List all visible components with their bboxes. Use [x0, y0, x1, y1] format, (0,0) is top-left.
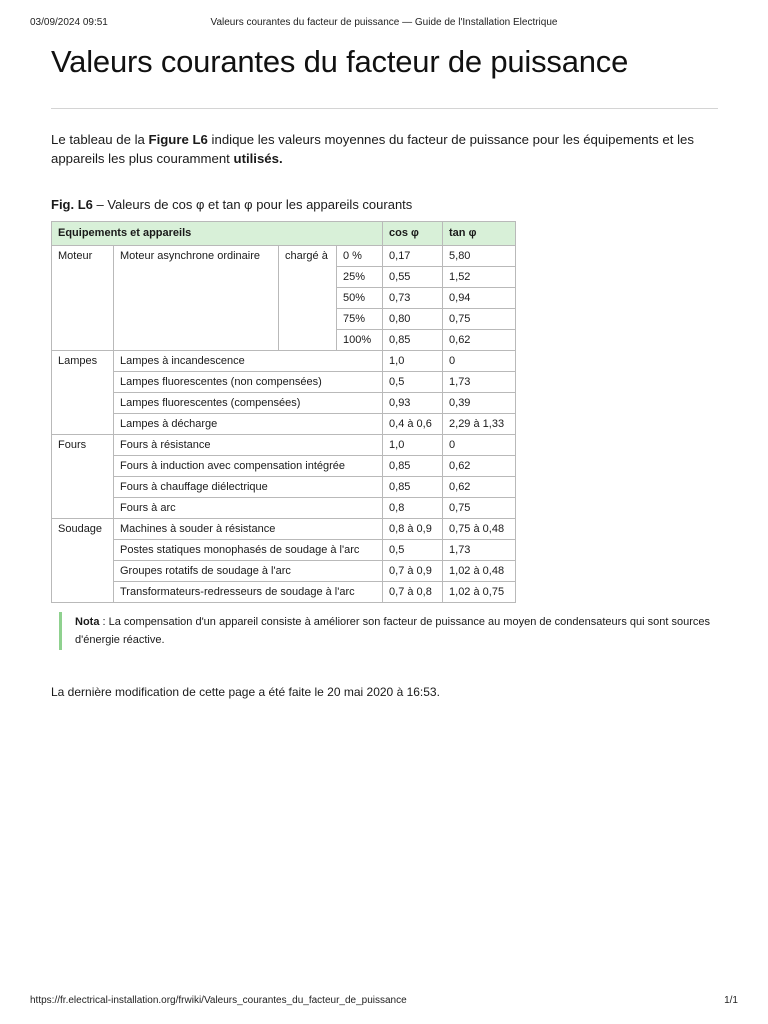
cos-cell: 0,55: [383, 267, 443, 288]
figure-caption-text: – Valeurs de cos φ et tan φ pour les appareils courants: [92, 197, 413, 212]
cos-cell: 1,0: [383, 351, 443, 372]
title-divider: [51, 108, 718, 109]
device-cell: Groupes rotatifs de soudage à l'arc: [114, 561, 383, 582]
device-cell: Lampes fluorescentes (non compensées): [114, 372, 383, 393]
table-row: [52, 393, 516, 414]
cos-cell: 0,80: [383, 309, 443, 330]
load-cell: 100%: [337, 330, 383, 351]
header-tan-phi: tan φ: [443, 222, 516, 246]
table-row: [52, 540, 516, 561]
tan-cell: 0,75 à 0,48: [443, 519, 516, 540]
table-row: [52, 561, 516, 582]
group-cell-lampes: Lampes: [52, 351, 114, 435]
cos-cell: 1,0: [383, 435, 443, 456]
tan-cell: 5,80: [443, 246, 516, 267]
tan-cell: 2,29 à 1,33: [443, 414, 516, 435]
tan-cell: 1,73: [443, 540, 516, 561]
group-cell-fours: Fours: [52, 435, 114, 519]
device-cell: Fours à résistance: [114, 435, 383, 456]
charge-label-cell: chargé à: [279, 246, 337, 351]
cos-cell: 0,8: [383, 498, 443, 519]
device-cell: Fours à arc: [114, 498, 383, 519]
tan-cell: 0,62: [443, 330, 516, 351]
tan-cell: 1,52: [443, 267, 516, 288]
page-url: https://fr.electrical-installation.org/frwiki/Valeurs_courantes_du_facteur_de_puissance: [30, 995, 407, 1006]
figure-reference-link[interactable]: Figure L6: [148, 132, 208, 147]
load-cell: 50%: [337, 288, 383, 309]
load-cell: 0 %: [337, 246, 383, 267]
tan-cell: 0,75: [443, 309, 516, 330]
table-row: [52, 519, 516, 540]
table-header-row: [52, 222, 516, 246]
tan-cell: 0,62: [443, 456, 516, 477]
table-row: [52, 477, 516, 498]
page-title: Valeurs courantes du facteur de puissance: [51, 44, 629, 79]
print-datetime: 03/09/2024 09:51: [30, 17, 108, 28]
page-count: 1/1: [724, 995, 738, 1006]
device-cell: Postes statiques monophasés de soudage à l'arc: [114, 540, 383, 561]
device-cell: Fours à chauffage diélectrique: [114, 477, 383, 498]
load-cell: 75%: [337, 309, 383, 330]
intro-text-end: utilisés.: [233, 151, 283, 166]
cos-cell: 0,7 à 0,9: [383, 561, 443, 582]
table-row: [52, 582, 516, 603]
tan-cell: 0,75: [443, 498, 516, 519]
cos-cell: 0,85: [383, 456, 443, 477]
cos-cell: 0,5: [383, 540, 443, 561]
device-cell: Lampes à décharge: [114, 414, 383, 435]
header-equipment: Equipements et appareils: [52, 222, 383, 246]
last-modified-text: La dernière modification de cette page a été faite le 20 mai 2020 à 16:53.: [51, 685, 440, 699]
group-cell-moteur: Moteur: [52, 246, 114, 351]
device-cell: Lampes fluorescentes (compensées): [114, 393, 383, 414]
tan-cell: 0: [443, 435, 516, 456]
table-row: [52, 435, 516, 456]
tan-cell: 0,62: [443, 477, 516, 498]
device-cell: Lampes à incandescence: [114, 351, 383, 372]
intro-paragraph: [51, 130, 721, 168]
power-factor-table: [51, 221, 516, 603]
device-cell: Moteur asynchrone ordinaire: [114, 246, 279, 351]
intro-text-start: Le tableau de la: [51, 132, 149, 147]
table-row: [52, 246, 516, 267]
table-row: [52, 351, 516, 372]
table-row: [52, 498, 516, 519]
cos-cell: 0,85: [383, 330, 443, 351]
note-callout: [59, 612, 725, 650]
header-cos-phi: cos φ: [383, 222, 443, 246]
cos-cell: 0,17: [383, 246, 443, 267]
table-row: [52, 414, 516, 435]
tan-cell: 0,94: [443, 288, 516, 309]
tan-cell: 0,39: [443, 393, 516, 414]
intro-text-middle: indique les valeurs moyennes du facteur de puissance pour les équipements et les appareils les plus couramment: [51, 132, 694, 166]
figure-label: Fig. L6: [51, 197, 93, 212]
table-row: [52, 456, 516, 477]
device-cell: Transformateurs-redresseurs de soudage à l'arc: [114, 582, 383, 603]
group-cell-soudage: Soudage: [52, 519, 114, 603]
cos-cell: 0,73: [383, 288, 443, 309]
cos-cell: 0,5: [383, 372, 443, 393]
table-row: [52, 372, 516, 393]
device-cell: Machines à souder à résistance: [114, 519, 383, 540]
cos-cell: 0,93: [383, 393, 443, 414]
cos-cell: 0,4 à 0,6: [383, 414, 443, 435]
tan-cell: 1,73: [443, 372, 516, 393]
tan-cell: 1,02 à 0,75: [443, 582, 516, 603]
note-label: Nota: [75, 616, 100, 628]
tan-cell: 1,02 à 0,48: [443, 561, 516, 582]
cos-cell: 0,7 à 0,8: [383, 582, 443, 603]
load-cell: 25%: [337, 267, 383, 288]
note-text: : La compensation d'un appareil consiste à améliorer son facteur de puissance au moyen de condensateurs qui sont sources d'énergie réactive.: [75, 616, 710, 646]
cos-cell: 0,8 à 0,9: [383, 519, 443, 540]
cos-cell: 0,85: [383, 477, 443, 498]
figure-caption: [51, 197, 412, 212]
tan-cell: 0: [443, 351, 516, 372]
device-cell: Fours à induction avec compensation intégrée: [114, 456, 383, 477]
print-document-title: Valeurs courantes du facteur de puissance — Guide de l'Installation Electrique: [210, 17, 558, 28]
